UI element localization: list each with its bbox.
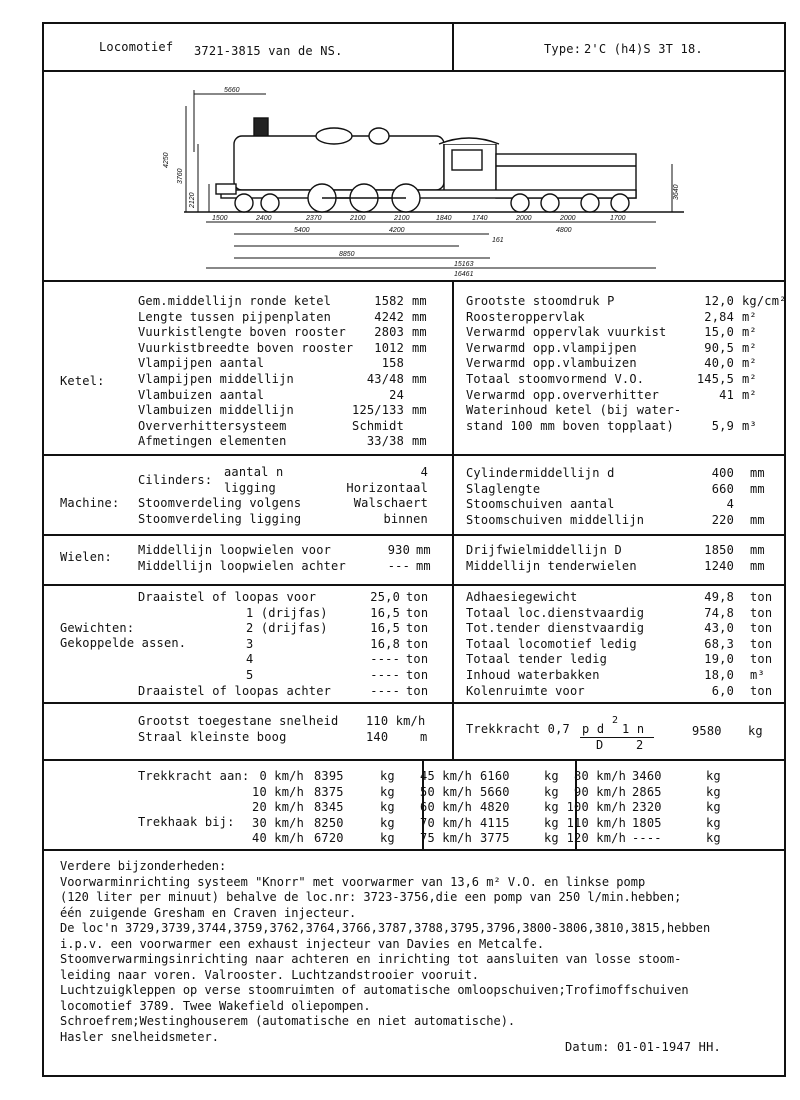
row-label: Totaal stoomvormend V.O.: [466, 372, 645, 386]
row-label: 5: [246, 668, 254, 682]
trek-speed: 90 km/h: [574, 784, 626, 799]
row-unit: m²: [742, 340, 757, 355]
dim-row1: 1740: [472, 215, 488, 222]
row-label: Vlampijpen middellijn: [138, 372, 294, 386]
row-value: 43,0: [704, 621, 734, 636]
trek-speed: 120 km/h: [566, 831, 626, 846]
note-line: (120 liter per minuut) behalve de loc.nr: 3723-3756,die een pomp van 250 l/min.hebben;: [60, 890, 682, 904]
row-value: 140: [366, 730, 389, 744]
loco-number: 3721-3815 van de NS.: [194, 44, 343, 58]
trek-value: 3460: [632, 769, 662, 783]
row-value: 18,0: [704, 668, 734, 682]
trek-speed: 110 km/h: [566, 815, 626, 830]
trek-value: 6160: [480, 769, 510, 783]
row-label: Straal kleinste boog: [138, 730, 287, 744]
row-value: 220: [711, 512, 734, 527]
type-label: Type:: [544, 42, 582, 56]
row-label: Totaal tender ledig: [466, 652, 608, 667]
dim-row1: 2370: [306, 215, 322, 222]
trek-speed: 30 km/h: [252, 815, 304, 830]
formula-denominator: 2: [636, 738, 644, 752]
row-label: Waterinhoud ketel (bij water-: [466, 403, 682, 418]
trek-unit: kg: [706, 815, 721, 830]
trek-unit: kg: [380, 815, 395, 830]
type-value: 2'C (h4)S 3T 18.: [584, 42, 703, 56]
formula-n: 1 n: [622, 722, 645, 736]
row-value: 12,0: [704, 294, 734, 308]
data-sheet: [42, 22, 786, 1077]
row-value: 41: [719, 387, 734, 402]
row-value: binnen: [383, 512, 428, 526]
row-unit: mm: [412, 340, 427, 355]
trek-value: 3775: [480, 831, 510, 846]
note-line: leiding naar voren. Valrooster. Luchtzandstrooier vooruit.: [60, 967, 480, 982]
divider: [44, 454, 784, 456]
dim-left: 3760: [177, 168, 184, 184]
row-unit: m³: [742, 418, 757, 433]
divider: [44, 849, 784, 851]
note-line: De loc'n 3729,3739,3744,3759,3762,3764,3766,3787,3788,3795,3796,3800-3806,3810,3815,hebben: [60, 921, 711, 935]
row-label: Oververhittersysteem: [138, 418, 287, 433]
dim-total: 16461: [454, 271, 474, 278]
row-value: 660: [711, 481, 734, 496]
trek-speed: 0 km/h: [259, 769, 304, 783]
trek-unit: kg: [380, 769, 395, 783]
row-value: Walschaert: [353, 496, 428, 510]
row-label: Middellijn loopwielen achter: [138, 558, 346, 573]
trek-value: 8395: [314, 769, 344, 783]
row-label: Tot.tender dienstvaardig: [466, 621, 645, 636]
trek-value: 2320: [632, 800, 662, 815]
row-value: 43/48: [366, 372, 404, 386]
divider: [44, 584, 784, 586]
row-value: 4: [420, 465, 428, 479]
row-unit: mm: [750, 466, 765, 480]
row-value: 2,84: [704, 309, 734, 324]
row-value: 110 km/h: [366, 714, 426, 728]
row-value: 1582: [374, 294, 404, 308]
note-line: i.p.v. een voorwarmer een exhaust injecteur van Davies en Metcalfe.: [60, 936, 545, 951]
row-label: Verwarmd opp.vlampijpen: [466, 340, 637, 355]
dim-row3: 8850: [339, 251, 355, 258]
note-line: Verdere bijzonderheden:: [60, 859, 227, 873]
row-label: Roosteroppervlak: [466, 309, 585, 324]
row-value: 49,8: [704, 590, 734, 604]
trek-unit: kg: [706, 831, 721, 846]
row-label: 1 (drijfas): [246, 605, 328, 620]
row-label: Vlampijpen aantal: [138, 356, 265, 371]
note-line: Stoomverwarmingsinrichting naar achteren en inrichting tot aansluiten van losse stoom-: [60, 952, 682, 966]
dim-row1: 2100: [394, 215, 410, 222]
row-value: 930: [387, 543, 410, 557]
row-label: Draaistel of loopas achter: [138, 683, 332, 698]
trek-value: 8250: [314, 815, 344, 830]
row-label: aantal n: [224, 465, 284, 479]
row-value: 24: [389, 387, 404, 402]
row-unit: mm: [750, 481, 765, 496]
row-label: stand 100 mm boven topplaat): [466, 418, 674, 433]
row-unit: mm: [412, 403, 427, 418]
row-unit: mm: [412, 309, 427, 324]
row-value: 158: [381, 356, 404, 371]
trek-unit: kg: [544, 831, 559, 846]
row-unit: m²: [742, 309, 757, 324]
row-unit: m²: [742, 325, 757, 340]
section-label-gewichten: Gewichten:: [60, 621, 135, 635]
trek-unit: kg: [706, 784, 721, 799]
dim-left: 2120: [189, 192, 196, 208]
row-label: Verwarmd opp.oververhitter: [466, 387, 660, 402]
row-unit: ton: [406, 636, 429, 651]
cilinders-label: Cilinders:: [138, 473, 213, 487]
dim-left: 4250: [163, 152, 170, 168]
row-unit: ton: [406, 605, 429, 620]
section-label-wielen: Wielen:: [60, 550, 112, 564]
trekkracht-formula-label: Trekkracht 0,7: [466, 722, 570, 736]
dim-row1: 1700: [610, 215, 626, 222]
row-value: 68,3: [704, 636, 734, 651]
row-label: Stoomverdeling volgens: [138, 496, 302, 510]
row-label: Vuurkistbreedte boven rooster: [138, 340, 354, 355]
formula-numerator: p d: [582, 722, 605, 736]
dim-row1: 1840: [436, 215, 452, 222]
trek-value: 6720: [314, 831, 344, 846]
row-unit: ton: [750, 621, 773, 636]
row-label: Stoomschuiven aantal: [466, 497, 615, 512]
row-value: 6,0: [711, 683, 734, 698]
trek-unit: kg: [380, 784, 395, 799]
formula-exponent: 2: [612, 715, 619, 726]
row-value: ---: [387, 558, 410, 573]
trek-value: ----: [632, 831, 662, 846]
divider: [44, 280, 784, 282]
notes-block: [60, 859, 710, 1045]
row-value: 145,5: [696, 372, 734, 386]
row-label: ligging: [224, 481, 276, 495]
trek-speed: 100 km/h: [566, 800, 626, 815]
row-label: Middellijn loopwielen voor: [138, 543, 332, 557]
row-value: 4242: [374, 309, 404, 324]
row-unit: ton: [406, 683, 429, 698]
trek-unit: kg: [380, 800, 395, 815]
row-value: 19,0: [704, 652, 734, 667]
divider: [44, 702, 784, 704]
row-label: Vlambuizen middellijn: [138, 403, 294, 418]
row-label: Totaal locomotief ledig: [466, 636, 637, 651]
trekkracht-unit: kg: [748, 724, 763, 738]
row-label: Vuurkistlengte boven rooster: [138, 325, 346, 340]
row-label: Inhoud waterbakken: [466, 668, 600, 682]
row-unit: ton: [406, 668, 429, 682]
row-unit: ton: [406, 652, 429, 667]
row-unit: mm: [412, 372, 427, 386]
row-value: 16,5: [370, 605, 400, 620]
row-label: Slaglengte: [466, 481, 541, 496]
row-label: Drijfwielmiddellijn D: [466, 543, 622, 557]
trekkracht-value: 9580: [692, 724, 722, 738]
row-label: Totaal loc.dienstvaardig: [466, 605, 645, 620]
divider: [44, 534, 784, 536]
row-unit: m²: [742, 387, 757, 402]
row-value: Horizontaal: [346, 481, 428, 495]
trek-unit: kg: [544, 815, 559, 830]
row-label: Draaistel of loopas voor: [138, 590, 317, 604]
trek-unit: kg: [544, 800, 559, 815]
dim-row2: 4800: [556, 227, 572, 234]
row-value: 33/38: [366, 434, 404, 449]
row-value: 2803: [374, 325, 404, 340]
trek-value: 4115: [480, 815, 510, 830]
trek-unit: kg: [380, 831, 395, 846]
section-label-ketel: Ketel:: [60, 374, 105, 388]
trek-speed: 10 km/h: [252, 784, 304, 799]
trek-speed: 50 km/h: [420, 784, 472, 799]
row-label: 3: [246, 636, 254, 651]
divider: [44, 759, 784, 761]
row-value: 1850: [704, 543, 734, 557]
row-value: 1240: [704, 558, 734, 573]
row-label: Cylindermiddellijn d: [466, 466, 615, 480]
trek-speed: 45 km/h: [420, 769, 472, 783]
row-label: Middellijn tenderwielen: [466, 558, 637, 573]
row-label: Lengte tussen pijpenplaten: [138, 309, 332, 324]
formula-denominator: D: [596, 738, 604, 752]
row-value: ----: [370, 683, 400, 698]
dim-top: 5660: [224, 87, 240, 94]
trek-speed: 20 km/h: [252, 800, 304, 815]
row-label: Verwarmd opp.vlambuizen: [466, 356, 637, 371]
dim-row1: 2000: [516, 215, 532, 222]
row-label: Gem.middellijn ronde ketel: [138, 294, 332, 308]
datum: Datum: 01-01-1947 HH.: [565, 1040, 721, 1054]
trek-value: 1805: [632, 815, 662, 830]
row-value: ----: [370, 652, 400, 667]
row-unit: m: [420, 730, 428, 744]
row-value: 16,8: [370, 636, 400, 651]
dim-row3: 161: [492, 237, 504, 244]
trek-speed: 60 km/h: [420, 800, 472, 815]
row-unit: kg/cm²: [742, 294, 787, 308]
trek-speed: 40 km/h: [252, 831, 304, 846]
row-value: 90,5: [704, 340, 734, 355]
row-unit: ton: [750, 652, 773, 667]
row-value: 125/133: [352, 403, 404, 418]
row-unit: m²: [742, 372, 757, 386]
row-label: Grootst toegestane snelheid: [138, 714, 339, 728]
row-unit: mm: [416, 543, 431, 557]
row-label: Vlambuizen aantal: [138, 387, 265, 402]
divider: [452, 280, 454, 759]
trek-speed: 75 km/h: [420, 831, 472, 846]
row-unit: ton: [750, 605, 773, 620]
row-value: Schmidt: [352, 418, 404, 433]
row-value: 5,9: [711, 418, 734, 433]
row-value: 16,5: [370, 621, 400, 636]
trekhaak-label: Trekhaak bij:: [138, 815, 235, 829]
row-unit: mm: [750, 512, 765, 527]
dim-row1: 2100: [350, 215, 366, 222]
row-value: 74,8: [704, 605, 734, 620]
row-label: Afmetingen elementen: [138, 434, 287, 449]
note-line: Luchtzuigkleppen op verse stoomruimten of automatische omloopschuiven;Trofimoffschuiven: [60, 983, 689, 997]
trek-value: 2865: [632, 784, 662, 799]
row-value: ----: [370, 668, 400, 682]
row-unit: ton: [406, 590, 429, 604]
row-label: 4: [246, 652, 254, 667]
section-label-machine: Machine:: [60, 496, 120, 510]
note-line: Schroefrem;Westinghouserem (automatische en niet automatische).: [60, 1014, 516, 1028]
divider: [452, 24, 454, 70]
row-unit: mm: [750, 558, 765, 573]
trek-speed: 70 km/h: [420, 815, 472, 830]
row-label: Kolenruimte voor: [466, 683, 585, 698]
dim-row1: 2000: [560, 215, 576, 222]
row-label: Grootste stoomdruk P: [466, 294, 615, 308]
dim-row2: 4200: [389, 227, 405, 234]
dim-right: 3640: [673, 184, 680, 200]
loco-label: Locomotief: [99, 40, 174, 54]
row-unit: ton: [406, 621, 429, 636]
row-unit: m²: [742, 356, 757, 371]
row-unit: mm: [412, 434, 427, 449]
trek-unit: kg: [544, 769, 559, 783]
note-line: Voorwarminrichting systeem "Knorr" met voorwarmer van 13,6 m² V.O. en linkse pomp: [60, 874, 646, 889]
trek-unit: kg: [544, 784, 559, 799]
trek-unit: kg: [706, 800, 721, 815]
row-value: 4: [726, 497, 734, 512]
row-label: 2 (drijfas): [246, 621, 328, 636]
note-line: locomotief 3789. Twee Wakefield oliepompen.: [60, 998, 371, 1013]
trek-value: 4820: [480, 800, 510, 815]
dim-row1: 2400: [256, 215, 272, 222]
row-unit: mm: [750, 543, 765, 557]
locomotive-drawing: [44, 72, 784, 278]
trekkracht-label: Trekkracht aan:: [138, 769, 250, 783]
row-label: Adhaesiegewicht: [466, 590, 578, 604]
row-unit: mm: [412, 325, 427, 340]
section-label-gekoppelde: Gekoppelde assen.: [60, 636, 187, 650]
row-value: 1012: [374, 340, 404, 355]
row-unit: ton: [750, 636, 773, 651]
row-unit: ton: [750, 590, 773, 604]
row-label: Verwarmd oppervlak vuurkist: [466, 325, 667, 340]
trek-value: 8375: [314, 784, 344, 799]
trek-speed: 80 km/h: [574, 769, 626, 783]
note-line: Hasler snelheidsmeter.: [60, 1029, 219, 1044]
dim-row1: 1500: [212, 215, 228, 222]
row-value: 400: [711, 466, 734, 480]
row-value: 40,0: [704, 356, 734, 371]
trek-value: 8345: [314, 800, 344, 815]
row-unit: m³: [750, 668, 765, 682]
note-line: één zuigende Gresham en Craven injecteur.: [60, 905, 357, 920]
row-unit: mm: [416, 558, 431, 573]
trek-value: 5660: [480, 784, 510, 799]
row-value: 25,0: [370, 590, 400, 604]
row-label: Stoomverdeling ligging: [138, 512, 302, 526]
row-label: Stoomschuiven middellijn: [466, 512, 645, 527]
row-value: 15,0: [704, 325, 734, 340]
dim-total: 15163: [454, 261, 474, 268]
row-unit: mm: [412, 294, 427, 308]
dim-row2: 5400: [294, 227, 310, 234]
trek-unit: kg: [706, 769, 721, 783]
row-unit: ton: [750, 683, 773, 698]
